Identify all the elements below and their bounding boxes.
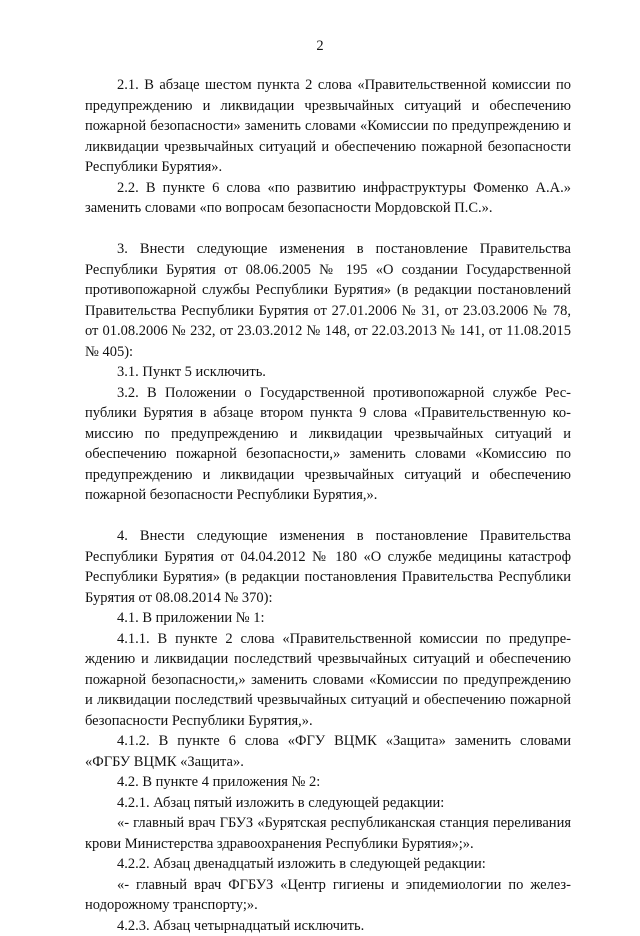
paragraph-3-2: 3.2. В Положении о Государственной противопожарной службе Республики Бурятия в абзаце втором пункта 9 слова «Правительственную комиссию по предупреждению и ликвидации чрезвычайных ситуаций и обеспечению пожарной безопасности,» заменить словами «Комиссию по предупреждению и ликвидации чрезвычайных ситуаций и обеспечению пожарной безопасности Республики Бурятия,».	[85, 383, 571, 506]
paragraph-4-2-2-text: «- главный врач ФГБУЗ «Центр гигиены и эпидемиологии по железнодорожному транспорту;».	[85, 875, 571, 916]
paragraph-2-2: 2.2. В пункте 6 слова «по развитию инфраструктуры Фоменко А.А.» заменить словами «по вопросам безопасности Мордовской П.С.».	[85, 178, 571, 219]
paragraph-4-2-1-text: «- главный врач ГБУЗ «Бурятская республиканская станция переливания крови Министерства здравоохранения Республики Бурятия»;».	[85, 813, 571, 854]
paragraph-2-1: 2.1. В абзаце шестом пункта 2 слова «Правительственной комиссии по предупреждению и ликвидации чрезвычайных ситуаций и обеспечению пожарной безопасности» заменить словами «Комиссии по предупреждению и ликвидации чрезвычайных ситуаций и обеспечению пожарной безопасности Республики Бурятия».	[85, 75, 571, 178]
paragraph-3-1: 3.1. Пункт 5 исключить.	[85, 362, 571, 383]
paragraph-4-1-2: 4.1.2. В пункте 6 слова «ФГУ ВЦМК «Защита» заменить словами «ФГБУ ВЦМК «Защита».	[85, 731, 571, 772]
page-number: 2	[0, 37, 640, 55]
paragraph-4-2-1: 4.2.1. Абзац пятый изложить в следующей редакции:	[85, 793, 571, 814]
paragraph-4-2-2: 4.2.2. Абзац двенадцатый изложить в следующей редакции:	[85, 854, 571, 875]
paragraph-4-2: 4.2. В пункте 4 приложения № 2:	[85, 772, 571, 793]
paragraph-4: 4. Внести следующие изменения в постановление Правительства Республики Бурятия от 04.04.2012 № 180 «О службе медицины катастроф Республики Бурятия» (в редакции постановления Правительства Республики Бурятия от 08.08.2014 № 370):	[85, 526, 571, 608]
paragraph-4-1: 4.1. В приложении № 1:	[85, 608, 571, 629]
paragraph-3: 3. Внести следующие изменения в постановление Правительства Республики Бурятия от 08.06.2005 № 195 «О создании Государственной противопожарной службы Республики Бурятия» (в редакции постановлений Правительства Республики Бурятия от 27.01.2006 № 31, от 23.03.2006 № 78, от 01.08.2006 № 232, от 23.03.2012 № 148, от 22.03.2013 № 141, от 11.08.2015 № 405):	[85, 239, 571, 362]
paragraph-4-1-1: 4.1.1. В пункте 2 слова «Правительственной комиссии по предупреждению и ликвидации последствий чрезвычайных ситуаций и обеспечению пожарной безопасности,» заменить словами «Комиссии по предупреждению и ликвидации последствий чрезвычайных ситуаций и обеспечению пожарной безопасности Республики Бурятия,».	[85, 629, 571, 732]
document-body	[85, 75, 571, 936]
paragraph-4-2-3: 4.2.3. Абзац четырнадцатый исключить.	[85, 916, 571, 936]
